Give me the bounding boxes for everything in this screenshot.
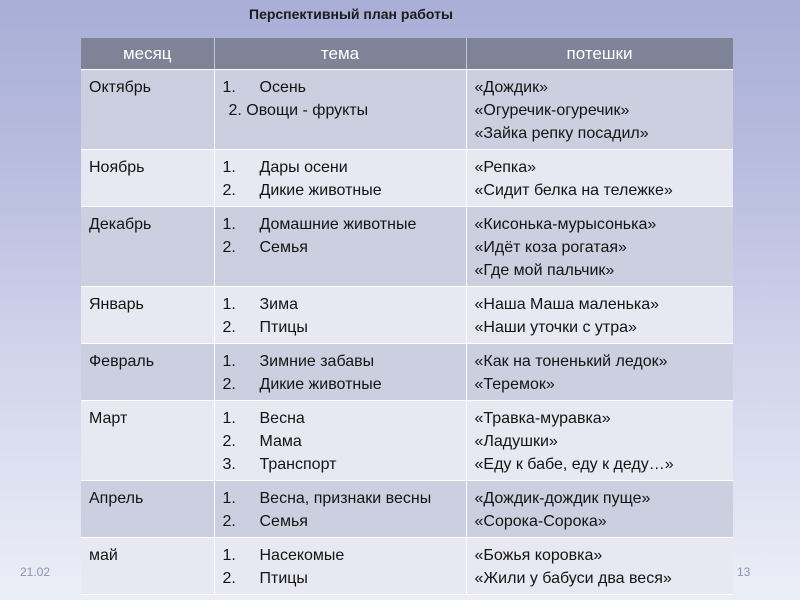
rhyme-line: «Кисонька-мурысонька» [474, 216, 657, 233]
topic-item [223, 236, 458, 259]
topic-text: Дары осени [259, 159, 348, 176]
topic-item [223, 293, 458, 316]
topic-text: Зима [259, 296, 298, 313]
month-cell: Октябрь [81, 70, 214, 150]
topic-number: 1. [222, 547, 236, 564]
topic-text: Осень [259, 79, 307, 96]
rhyme-line: «Сорока-Сорока» [474, 513, 607, 530]
table-row [81, 344, 733, 401]
topic-text: Домашние животные [259, 216, 417, 233]
month-cell: Декабрь [81, 207, 214, 287]
topic-list [223, 350, 458, 396]
rhyme-line: «Идёт коза рогатая» [474, 239, 627, 256]
table-row [81, 150, 733, 207]
topic-number: 1. [222, 353, 236, 370]
topic-text: Птицы [259, 319, 308, 336]
topic-item [223, 544, 458, 567]
topic-number: 2. [222, 433, 236, 450]
rhyme-line: «Сидит белка на тележке» [474, 182, 673, 199]
rhymes-cell [466, 207, 733, 287]
topic-number: 1. [222, 159, 236, 176]
topic-text: Дикие животные [259, 182, 382, 199]
rhymes-cell [466, 150, 733, 207]
rhyme-line: «Репка» [474, 159, 537, 176]
topic-number: 2. [222, 570, 236, 587]
topic-text: Семья [259, 513, 308, 530]
topic-item [223, 487, 458, 510]
topic-list [223, 487, 458, 533]
topic-list [223, 293, 458, 339]
rhyme-line: «Где мой пальчик» [474, 262, 615, 279]
rhyme-line: «Жили у бабуси два веся» [474, 570, 672, 587]
topic-number: 2. [222, 182, 236, 199]
plan-table [81, 38, 733, 595]
topic-number: 3. [222, 456, 236, 473]
topic-text: Зимние забавы [259, 353, 375, 370]
topic-item [223, 350, 458, 373]
rhymes-cell [466, 344, 733, 401]
topic-list [223, 407, 458, 476]
topic-item [223, 430, 458, 453]
month-cell: Ноябрь [81, 150, 214, 207]
rhymes-cell [466, 70, 733, 150]
topic-number: 2. [222, 376, 236, 393]
topic-item [223, 316, 458, 339]
month-cell: Январь [81, 287, 214, 344]
rhyme-line: «Ладушки» [474, 433, 558, 450]
topic-cell [214, 150, 466, 207]
topic-cell [214, 538, 466, 595]
topic-item [223, 156, 458, 179]
topic-text: Насекомые [259, 547, 345, 564]
topic-number: 2. [222, 319, 236, 336]
table-row [81, 287, 733, 344]
topic-cell [214, 207, 466, 287]
topic-number: 1. [222, 490, 236, 507]
rhymes-cell [466, 538, 733, 595]
topic-cell [214, 344, 466, 401]
header-rhymes: потешки [466, 38, 733, 70]
topic-item [223, 76, 458, 99]
rhyme-line: «Дождик» [474, 79, 549, 96]
rhyme-line: «Божья коровка» [474, 547, 603, 564]
topic-item [223, 407, 458, 430]
rhymes-cell [466, 401, 733, 481]
table-body [81, 70, 733, 595]
page-number: 13 [737, 565, 751, 579]
topic-text: Транспорт [259, 456, 337, 473]
table-header-row [81, 38, 733, 70]
month-cell: Апрель [81, 481, 214, 538]
topic-list [223, 156, 458, 202]
plan-table-container [81, 38, 733, 600]
topic-cell [214, 70, 466, 150]
rhyme-line: «Огуречик-огуречик» [474, 102, 630, 119]
topic-cell [214, 287, 466, 344]
topic-number: 1. [222, 79, 236, 96]
topic-item [223, 510, 458, 533]
header-topic: тема [214, 38, 466, 70]
rhyme-line: «Теремок» [474, 376, 555, 393]
table-row [81, 401, 733, 481]
rhymes-cell [466, 287, 733, 344]
topic-text: Весна [259, 410, 305, 427]
topic-text: Весна, признаки весны [259, 490, 432, 507]
topic-list [223, 76, 458, 122]
topic-cell [214, 401, 466, 481]
table-row [81, 70, 733, 150]
rhyme-line: «Еду к бабе, еду к деду…» [474, 456, 674, 473]
topic-item [223, 373, 458, 396]
topic-number: 2. [222, 239, 236, 256]
footer-date: 21.02 [20, 565, 51, 579]
topic-number: 1. [222, 296, 236, 313]
table-row [81, 481, 733, 538]
topic-number: 1. [222, 410, 236, 427]
rhyme-line: «Зайка репку посадил» [474, 125, 649, 142]
topic-text: Дикие животные [259, 376, 382, 393]
month-cell: Февраль [81, 344, 214, 401]
topic-item [223, 453, 458, 476]
table-row [81, 207, 733, 287]
topic-text: Птицы [259, 570, 308, 587]
rhyme-line: «Травка-муравка» [474, 410, 611, 427]
table-row [81, 538, 733, 595]
topic-number: 1. [222, 216, 236, 233]
rhyme-line: «Наши уточки с утра» [474, 319, 637, 336]
topic-number: 2. [222, 513, 236, 530]
month-cell: Март [81, 401, 214, 481]
topic-item [223, 213, 458, 236]
topic-text: Семья [259, 239, 308, 256]
header-month: месяц [81, 38, 214, 70]
month-cell: май [81, 538, 214, 595]
topic-text: Мама [259, 433, 302, 450]
topic-cell [214, 481, 466, 538]
rhyme-line: «Наша Маша маленька» [474, 296, 660, 313]
rhyme-line: «Как на тоненький ледок» [474, 353, 668, 370]
topic-item [223, 567, 458, 590]
page-title: Перспективный план работы [249, 6, 453, 22]
topic-item [223, 179, 458, 202]
rhyme-line: «Дождик-дождик пуще» [474, 490, 651, 507]
rhymes-cell [466, 481, 733, 538]
topic-item [223, 99, 458, 122]
topic-list [223, 213, 458, 259]
topic-text: 2. Овощи - фрукты [228, 102, 369, 119]
topic-list [223, 544, 458, 590]
